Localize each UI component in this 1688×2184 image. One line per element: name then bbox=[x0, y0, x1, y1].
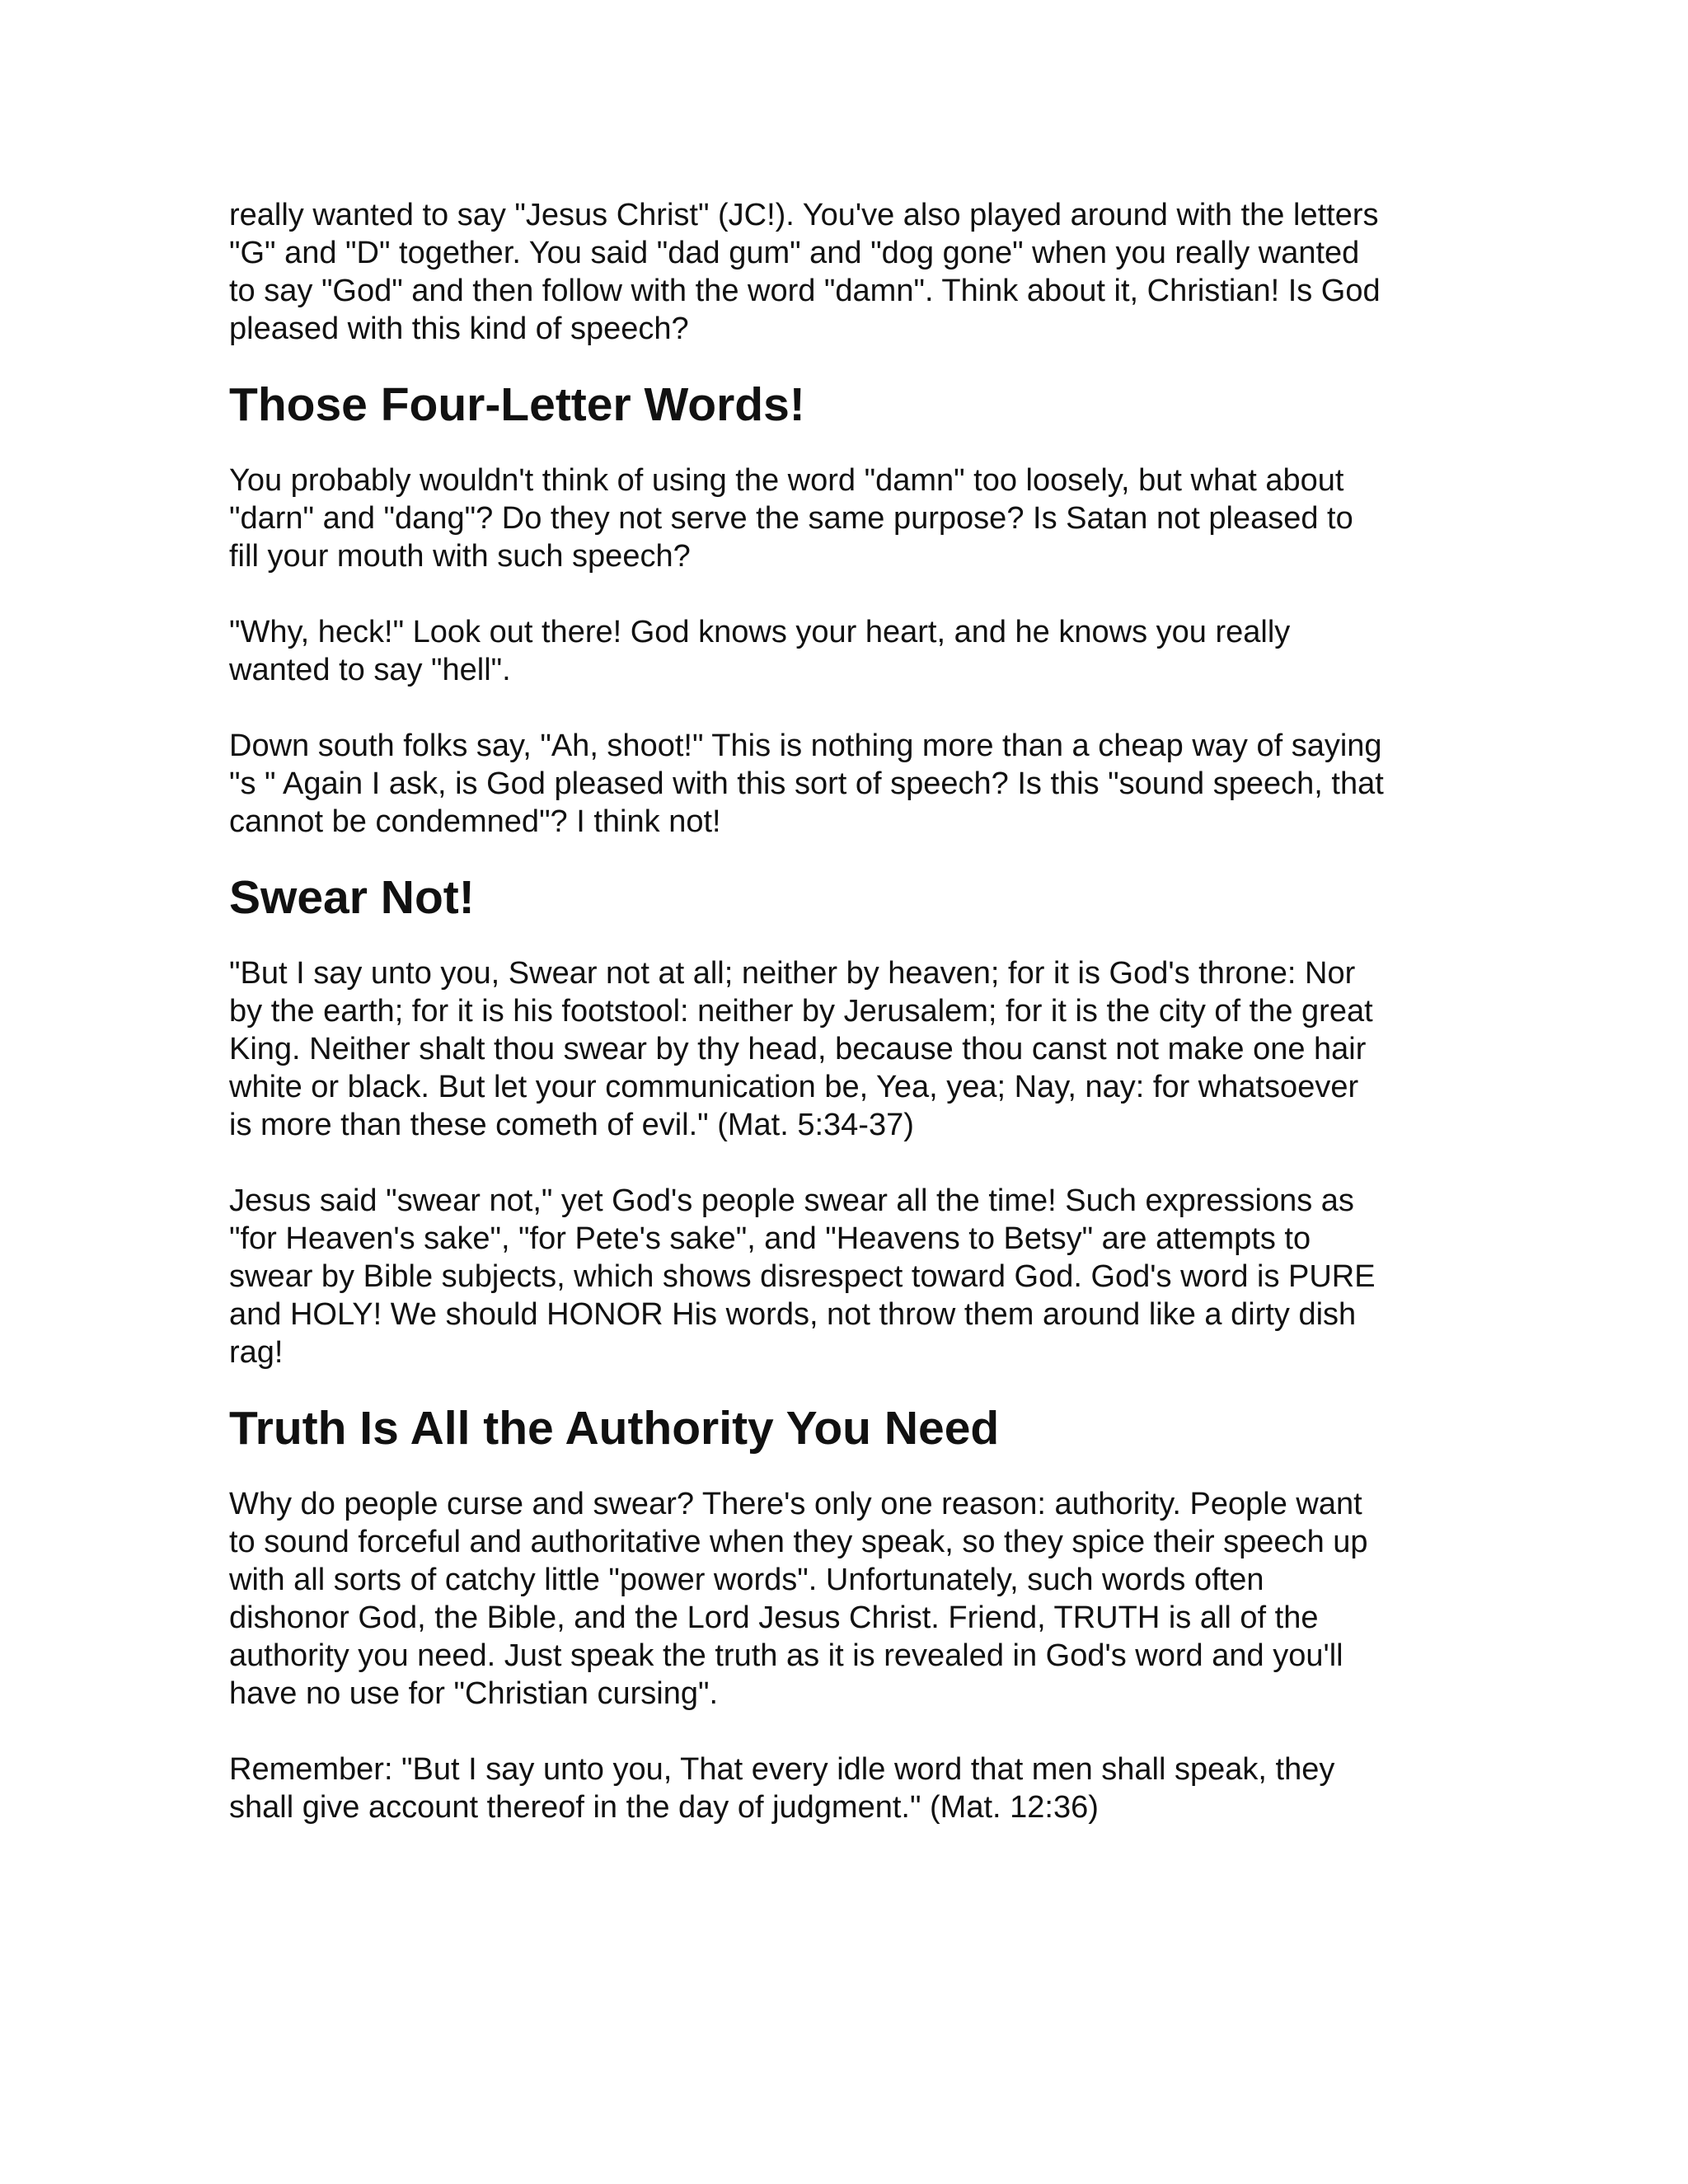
text-line: cannot be condemned"? I think not! bbox=[229, 804, 721, 839]
text-line: have no use for "Christian cursing". bbox=[229, 1676, 719, 1711]
heading-four-letter-words bbox=[229, 378, 1447, 431]
paragraph-remember bbox=[229, 1750, 1447, 1826]
heading-truth-authority bbox=[229, 1402, 1447, 1455]
text-line: dishonor God, the Bible, and the Lord Jesus Christ. Friend, TRUTH is all of the bbox=[229, 1601, 1319, 1635]
text-line: pleased with this kind of speech? bbox=[229, 312, 689, 346]
text-line: You probably wouldn't think of using the word "damn" too loosely, but what about bbox=[229, 463, 1344, 498]
text-line: "s " Again I ask, is God pleased with this sort of speech? Is this "sound speech, that bbox=[229, 766, 1384, 801]
text-line: Jesus said "swear not," yet God's people swear all the time! Such expressions as bbox=[229, 1183, 1354, 1218]
text-line: Why do people curse and swear? There's only one reason: authority. People want bbox=[229, 1487, 1362, 1521]
text-line: fill your mouth with such speech? bbox=[229, 539, 691, 574]
text-line: King. Neither shalt thou swear by thy head, because thou canst not make one hair bbox=[229, 1032, 1367, 1066]
paragraph-matthew-5 bbox=[229, 954, 1447, 1144]
text-line: Down south folks say, "Ah, shoot!" This is nothing more than a cheap way of saying bbox=[229, 729, 1382, 763]
text-line: wanted to say "hell". bbox=[229, 653, 511, 687]
paragraph-darn-dang bbox=[229, 462, 1447, 575]
paragraph-shoot bbox=[229, 727, 1447, 841]
text-line: to say "God" and then follow with the word "damn". Think about it, Christian! Is God bbox=[229, 274, 1381, 308]
text-line: "G" and "D" together. You said "dad gum" and "dog gone" when you really wanted bbox=[229, 236, 1360, 270]
text-line: with all sorts of catchy little "power words". Unfortunately, such words often bbox=[229, 1563, 1264, 1597]
paragraph-intro bbox=[229, 196, 1447, 348]
text-line: by the earth; for it is his footstool: neither by Jerusalem; for it is the city of the great bbox=[229, 994, 1373, 1029]
text-line: "But I say unto you, Swear not at all; neither by heaven; for it is God's throne: Nor bbox=[229, 956, 1356, 991]
text-line: white or black. But let your communication be, Yea, yea; Nay, nay: for whatsoever bbox=[229, 1070, 1359, 1104]
text-line: "Why, heck!" Look out there! God knows your heart, and he knows you really bbox=[229, 615, 1291, 649]
heading-swear-not bbox=[229, 871, 1447, 924]
text-line: shall give account thereof in the day of judgment." (Mat. 12:36) bbox=[229, 1790, 1099, 1825]
text-line: rag! bbox=[229, 1335, 284, 1370]
text-line: really wanted to say "Jesus Christ" (JC!). You've also played around with the letters bbox=[229, 198, 1379, 232]
text-line: "darn" and "dang"? Do they not serve the same purpose? Is Satan not pleased to bbox=[229, 501, 1353, 536]
text-line: "for Heaven's sake", "for Pete's sake", and "Heavens to Betsy" are attempts to bbox=[229, 1221, 1311, 1256]
text-line: swear by Bible subjects, which shows disrespect toward God. God's word is PURE bbox=[229, 1259, 1376, 1294]
paragraph-heck bbox=[229, 613, 1447, 689]
text-line: authority you need. Just speak the truth as it is revealed in God's word and you'll bbox=[229, 1638, 1343, 1673]
heading-text: Those Four-Letter Words! bbox=[229, 378, 805, 431]
text-line: to sound forceful and authoritative when they speak, so they spice their speech up bbox=[229, 1525, 1368, 1559]
paragraph-swear-not-expressions bbox=[229, 1182, 1447, 1371]
heading-text: Swear Not! bbox=[229, 871, 475, 924]
text-line: and HOLY! We should HONOR His words, not throw them around like a dirty dish bbox=[229, 1297, 1357, 1332]
paragraph-authority bbox=[229, 1485, 1447, 1713]
text-line: Remember: "But I say unto you, That every idle word that men shall speak, they bbox=[229, 1752, 1335, 1787]
document-page bbox=[229, 196, 1447, 1864]
text-line: is more than these cometh of evil." (Mat. 5:34-37) bbox=[229, 1108, 914, 1142]
heading-text: Truth Is All the Authority You Need bbox=[229, 1402, 1000, 1455]
